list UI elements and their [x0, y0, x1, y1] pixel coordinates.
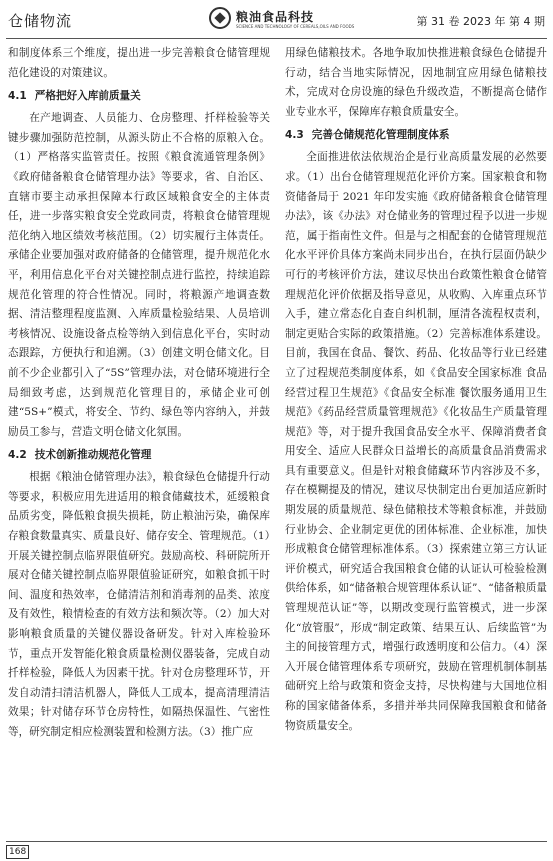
logo-text: 粮油食品科技	[236, 10, 315, 24]
issue-info: 第 31 卷 2023 年 第 4 期	[416, 15, 545, 28]
section-title: 完善仓储规范化管理制度体系	[311, 129, 450, 142]
section-4-1-paragraph: 在产地调查、人员能力、仓房整理、扦样检验等关键步骤加强防范控制，从源头防止不合格的原粮入仓。（1）严格落实监管责任。按照《粮食流通管理条例》《政府储备粮食仓储管理办法》等要求，省、自治区、直辖市要主动承担保障本行政区域粮食安全的主体责任，进一步落实粮食安全党政同责，将粮食仓储管理规范化纳入地区绩效考核范围。（2）切实履行主体责任。承储企业要加强对政府储备的仓储管理，提升规范化水平，利用信息化平台对关键控制点进行监控，持续追踪规范化管理的符合性情况。同时，将粮源产地调查数据、清洁整理程度监测、入库质量检验结果、人员培训考核情况、设施设备点检等纳入到信息化平台，实时动态跟踪，方便执行和追溯。（3）创建文明仓储文化。目前不少企业都引入了“5S”管理办法，对仓储环境进行全局细致考虑，达到规范化管理目的，承储企业可创建“5S+”模式，将安全、节约、绿色等内容纳入，并鼓励员工参与，营造文明仓储文化氛围。	[8, 112, 270, 438]
journal-logo	[209, 5, 359, 35]
continuation-paragraph: 用绿色储粮技术。各地争取加快推进粮食绿色仓储提升行动，结合当地实际情况，因地制宜应用绿色储粮技术，完成对仓房设施的绿色升级改造，不断提高仓储作业专业水平，保障库存粮食质量安全。	[285, 47, 547, 118]
section-number: 4.2	[8, 449, 27, 462]
journal-section-name: 仓储物流	[8, 12, 73, 30]
page-header	[0, 0, 553, 40]
footer-divider	[6, 841, 547, 842]
page-number: 168	[6, 845, 29, 859]
section-4-1-heading	[8, 85, 270, 107]
section-number: 4.3	[285, 129, 304, 142]
section-number: 4.1	[8, 90, 27, 103]
section-4-2-heading	[8, 444, 270, 466]
logo-subtitle: SCIENCE AND TECHNOLOGY OF CEREALS,OILS AND FOODS	[236, 24, 355, 29]
section-4-2-paragraph: 根据《粮油仓储管理办法》，粮食绿色仓储提升行动等要求，积极应用先进适用的粮食储藏技术，延缓粮食品质劣变，降低粮食损失损耗，防止粮油污染，确保库存粮食数量真实、质量良好、储存安全、管理规范。（1）开展关键控制点临界限值研究。鼓励高校、科研院所开展对仓储关键控制点临界限值验证研究，如粮食抓干时间、温度和热效率，仓储清洁剂和消毒剂的品类、浓度及有效性，粮情检查的有效方法和频次等。（2）加大对影响粮食质量的关键仪器设备研发。针对入库检验环节，重点开发智能化粮食质量检测仪器装备，完成自动扦样检验，降低人为因素干扰。针对仓房整理环节，开发自动清扫清洁机器人，降低人工成本，提高清理清洁效果；针对储存环节仓房特性，如隔热保温性、气密性等，研究制定相应检测装置和检测方法。（3）推广应	[8, 471, 270, 738]
left-column	[8, 44, 270, 743]
section-title: 技术创新推动规范化管理	[34, 449, 152, 462]
header-divider	[6, 38, 547, 39]
right-column	[285, 44, 547, 736]
intro-paragraph: 和制度体系三个维度，提出进一步完善粮食仓储管理规范化建设的对策建议。	[8, 47, 270, 79]
section-4-3-heading	[285, 124, 547, 146]
logo-emblem-icon	[209, 7, 231, 29]
section-4-3-paragraph: 全面推进依法依规治企是行业高质量发展的必然要求。（1）出台仓储管理规范化评价方案。国家粮食和物资储备局于 2021 年印发实施《政府储备粮食仓储管理办法》，该《办法》对仓储业务的管理过程予以进一步规范，属于指南性文件。但是与之相配套的仓储管理规范化水平评价具体方案尚未同步出台，在执行层面仍缺少可行的考核评价方法，建议尽快出台政策性粮食仓储管理规范化评价依据及指导意见，从收购、入库重点环节入手，建立常态化自查自纠机制，厘清各流程权责利，制定更贴合实际的政策措施。（2）完善标准体系建设。目前，我国在食品、餐饮、药品、化妆品等行业已经建立了过程规范类制度体系，如《食品安全国家标准 食品经营过程卫生规范》《食品安全标准 餐饮服务通用卫生规范》《药品经营质量管理规范》《化妆品生产质量管理规范》等，对于提升我国食品安全水平、保障消费者食用安全、适应人民群众日益增长的高质量食品消费需求具有重要意义。但是针对粮食储藏环节内容涉及不多，存在模糊提及的情况，建议尽快制定出台更加适应新时期发展的质量规范、绿色储粮技术等粮食标准，并鼓励行业协会、企业制定更优的团体标准、企业标准，加快形成粮食仓储管理标准体系。（3）探索建立第三方认证评价模式，研究适合我国粮食仓储的认证认可检验检测供给体系，如“储备粮合规管理体系认证”、“储备粮质量管理规范认证”等，以期改变现行监管模式，进一步深化“放管服”，形成“制定政策、结果互认、后续监管”为主的间接管理方式，增强行政透明度和公信力。（4）深入开展仓储管理体系专项研究，鼓励在管理机制体制基础研究上给与政策和资金支持，尽快构建与大国地位相称的国家储备体系，多措并举共同保障我国粮食和储备物资质量安全。	[285, 151, 547, 732]
section-title: 严格把好入库前质量关	[34, 90, 141, 103]
